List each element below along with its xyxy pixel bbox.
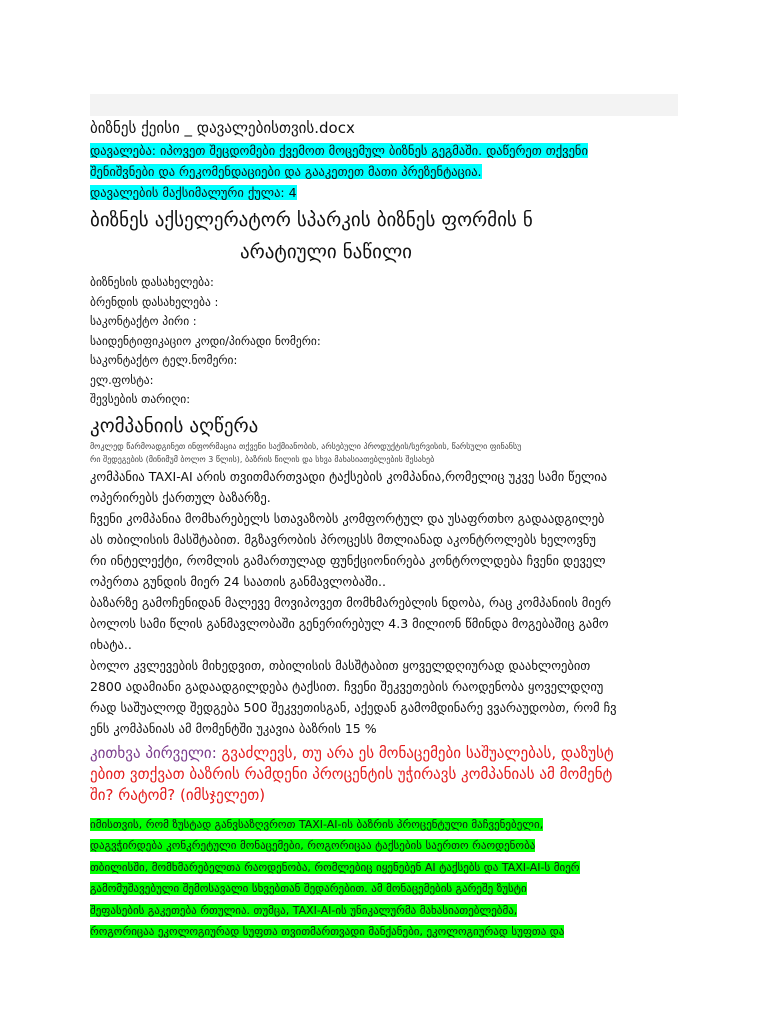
body-line: ბოლოს სამი წლის განმავლობაში გენერირებულ 4.3 მილიონ წმინდა მოგებაშიც გამო bbox=[90, 615, 609, 631]
form-heading-line-1: ბიზნეს აქსელერატორ სპარკის ბიზნეს ფორმის ნ bbox=[90, 209, 533, 231]
question-line: ებით ვთქვათ ბაზრის რამდენი პროცენტის უჭირავს კომპანიას ამ მომენტ bbox=[90, 764, 613, 783]
answer-line: თბილისში, მომხმარებელთა რაოდენობა, რომლებიც იყენებენ AI ტაქსებს და TAXI-AI-ს მიერ bbox=[90, 860, 580, 874]
field-fill-date: შევსების თარიღი: bbox=[90, 392, 191, 406]
question-line: ში? რატომ? (იმსჯელეთ) bbox=[90, 785, 266, 804]
body-line: რად საშუალოდ შედგება 500 შეკვეთისგან, აქედან გამომდინარე ვვარაუდობთ, რომ ჩვ bbox=[90, 699, 617, 715]
task-block bbox=[90, 140, 690, 203]
task-line: შენიშვნები და რეკომენდაციები და გააკეთეთ მათი პრეზენტაცია. bbox=[90, 164, 482, 179]
question-line: კითხვა პირველი: გვაძლევს, თუ არა ეს მონაცემები საშუალებას, დაზუსტ bbox=[90, 743, 614, 762]
answer-line: შეფასების გაკეთება რთულია. თუმცა, TAXI-AI-ის უნიკალურმა მახასიათებლებმა, bbox=[90, 903, 518, 917]
document-filename: ბიზნეს ქეისი _ დავალებისთვის.docx bbox=[90, 119, 355, 137]
body-line: ას თბილისის მასშტაბით. მგზავრობის პროცესს მთლიანად აკონტროლებს ხელოვნუ bbox=[90, 531, 596, 547]
answer-block bbox=[90, 814, 690, 943]
body-line: ენს კომპანიას ამ მომენტში უკავია ბაზრის 15 % bbox=[90, 720, 377, 736]
body-line: კომპანია TAXI-AI არის თვითმართვადი ტაქსების კომპანია,რომელიც უკვე სამი წელია bbox=[90, 468, 608, 484]
field-business-name: ბიზნესის დასახელება: bbox=[90, 275, 214, 289]
section-heading-company-description: კომპანიის აღწერა bbox=[90, 414, 259, 437]
section-hint-line: მოკლედ წარმოადგინეთ ინფორმაცია თქვენი საქმიანობის, არსებული პროდუქტის/სერვისის, წარსული ფინანსუ bbox=[90, 441, 522, 451]
document-body bbox=[90, 116, 690, 943]
body-line: რი ინტელექტი, რომლის გამართულად ფუნქციონირება კონტროლდება ჩვენი დეველ bbox=[90, 552, 606, 568]
answer-line: გამომუშავებული შემოსავალი სხვებთან შედარებით. ამ მონაცემების გარეშე ზუსტი bbox=[90, 882, 527, 895]
body-line: ოპერთა გუნდის მიერ 24 საათის განმავლობაში.. bbox=[90, 573, 386, 589]
form-heading-line-2: არატიული ნაწილი bbox=[240, 241, 413, 263]
task-max-score: დავალების მაქსიმალური ქულა: 4 bbox=[90, 185, 297, 200]
answer-line: იმისთვის, რომ ზუსტად განვსაზღვროთ TAXI-AI-ის ბაზრის პროცენტული მაჩვენებელი, bbox=[90, 817, 544, 831]
field-contact-person: საკონტაქტო პირი : bbox=[90, 314, 197, 328]
body-line: ოპერირებს ქართულ ბაზარზე. bbox=[90, 489, 271, 505]
body-line: ბოლო კვლევების მიხედვით, თბილისის მასშტაბით ყოველდღიურად დაახლოებით bbox=[90, 657, 591, 673]
field-email: ელ.ფოსტა: bbox=[90, 372, 154, 387]
body-line: იხატა.. bbox=[90, 636, 132, 652]
form-fields bbox=[90, 273, 690, 410]
body-line: ჩვენი კომპანია მომხარებელს სთავაზობს კომფორტულ და უსაფრთხო გადაადგილებ bbox=[90, 510, 605, 526]
question-label: კითხვა პირველი: bbox=[90, 743, 217, 762]
field-brand-name: ბრენდის დასახელება : bbox=[90, 294, 219, 309]
answer-line: დაგვჭირდება კონკრეტული მონაცემები, როგორიცაა ტაქსების საერთო რაოდენობა bbox=[90, 839, 536, 852]
task-line: დავალება: იპოვეთ შეცდომები ქვემოთ მოცემულ ბიზნეს გეგმაში. დაწერეთ თქვენი bbox=[90, 143, 588, 158]
question-block bbox=[90, 743, 690, 806]
answer-line: როგორიცაა ეკოლოგიურად სუფთა თვითმართვადი მანქანები, ეკოლოგიურად სუფთა და bbox=[90, 925, 565, 938]
body-line: ბაზარზე გამოჩენიდან მალევე მოვიპოვეთ მომხმარებლის ნდობა, რაც კომპანიის მიერ bbox=[90, 594, 612, 610]
field-id-code: საიდენტიფიკაციო კოდი/პირადი ნომერი: bbox=[90, 333, 321, 348]
field-contact-phone: საკონტაქტო ტელ.ნომერი: bbox=[90, 353, 238, 367]
body-line: 2800 ადამიანი გადაადგილდება ტაქსით. ჩვენი შეკვეთების რაოდენობა ყოველდღიუ bbox=[90, 678, 604, 694]
document-header-bar bbox=[90, 94, 678, 116]
section-hint-line: რი შედეგების (მინიმუმ ბოლო 3 წლის), ბაზრის წილის და სხვა მახასიათებლების შესახებ bbox=[90, 454, 435, 464]
company-description-text bbox=[90, 466, 690, 739]
